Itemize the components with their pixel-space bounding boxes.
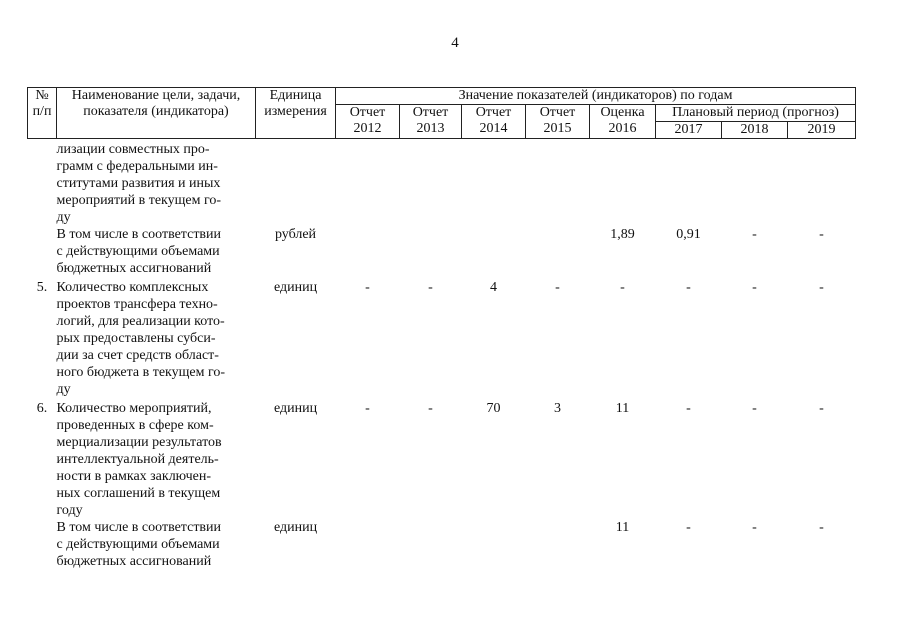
header-unit: Единица измерения xyxy=(256,88,336,139)
header-year-2012: Отчет 2012 xyxy=(336,105,400,139)
cell-2013 xyxy=(400,519,462,570)
table-row xyxy=(28,277,856,398)
cell-2014 xyxy=(462,226,526,277)
cell-2014 xyxy=(462,519,526,570)
cell-2017: - xyxy=(686,401,691,416)
cell-2016: 11 xyxy=(615,520,630,535)
row-unit: единиц xyxy=(273,280,318,295)
row-unit xyxy=(256,139,336,227)
cell-2018: - xyxy=(752,227,757,242)
cell-2019: - xyxy=(819,520,824,535)
cell-2015 xyxy=(526,519,590,570)
table-header xyxy=(28,88,856,139)
row-name: Количество комплексных проектов трансфера техно- логий, для реализации кото- рых предоставлены субси- дии за счет средств област- ного бюджета в текущем го- ду xyxy=(56,280,226,397)
table-row xyxy=(28,139,856,227)
cell-2013 xyxy=(400,226,462,277)
table-row xyxy=(28,226,856,277)
row-num: 6. xyxy=(36,401,48,416)
cell-2014 xyxy=(462,139,526,227)
header-year-2014: Отчет 2014 xyxy=(462,105,526,139)
cell-2015 xyxy=(526,226,590,277)
header-num: № п/п xyxy=(28,88,57,139)
page-number: 4 xyxy=(451,35,459,51)
cell-2018 xyxy=(722,139,788,227)
header-planned: Плановый период (прогноз) xyxy=(656,105,856,122)
header-year-2019: 2019 xyxy=(788,122,856,139)
cell-2015: - xyxy=(555,280,560,295)
header-name: Наименование цели, задачи, показателя (индикатора) xyxy=(57,88,256,139)
cell-2017: - xyxy=(686,280,691,295)
header-year-2018: 2018 xyxy=(722,122,788,139)
row-num: 5. xyxy=(36,280,48,295)
cell-2012 xyxy=(336,226,400,277)
cell-2013: - xyxy=(428,401,433,416)
cell-2018: - xyxy=(752,520,757,535)
cell-2015: 3 xyxy=(554,401,561,416)
row-name: Количество мероприятий, проведенных в сфере ком- мерциализации результатов интеллектуальной деятель- ности в рамках заключен- ных соглашений в текущем году xyxy=(56,401,222,518)
cell-2019 xyxy=(788,139,856,227)
table-row xyxy=(28,398,856,519)
row-name: В том числе в соответствии с действующими объемами бюджетных ассигнований xyxy=(56,520,222,569)
cell-2019: - xyxy=(819,401,824,416)
row-name: В том числе в соответствии с действующими объемами бюджетных ассигнований xyxy=(56,227,222,276)
cell-2017: - xyxy=(686,520,691,535)
cell-2019: - xyxy=(819,227,824,242)
cell-2016: 1,89 xyxy=(610,227,635,242)
cell-2014: 4 xyxy=(490,280,497,295)
row-name: лизации совместных про- грамм с федеральными ин- ститутами развития и иных мероприятий в текущем го- ду xyxy=(56,142,222,225)
row-num xyxy=(28,226,57,277)
cell-2018: - xyxy=(752,401,757,416)
row-num xyxy=(28,519,57,570)
cell-2012: - xyxy=(365,280,370,295)
header-group: Значение показателей (индикаторов) по годам xyxy=(336,88,856,105)
header-year-2013: Отчет 2013 xyxy=(400,105,462,139)
header-year-2015: Отчет 2015 xyxy=(526,105,590,139)
cell-2014: 70 xyxy=(486,401,501,416)
row-unit: единиц xyxy=(273,520,318,535)
row-unit: единиц xyxy=(273,401,318,416)
cell-2012 xyxy=(336,139,400,227)
cell-2012: - xyxy=(365,401,370,416)
row-num xyxy=(28,139,57,227)
cell-2017: 0,91 xyxy=(676,227,701,242)
cell-2016: 11 xyxy=(615,401,630,416)
cell-2018: - xyxy=(752,280,757,295)
indicators-table xyxy=(27,87,856,570)
cell-2013 xyxy=(400,139,462,227)
row-unit: рублей xyxy=(274,227,317,242)
cell-2019: - xyxy=(819,280,824,295)
cell-2017 xyxy=(656,139,722,227)
header-year-2016: Оценка 2016 xyxy=(590,105,656,139)
table-row xyxy=(28,519,856,570)
cell-2012 xyxy=(336,519,400,570)
cell-2016: - xyxy=(620,280,625,295)
cell-2013: - xyxy=(428,280,433,295)
cell-2015 xyxy=(526,139,590,227)
header-year-2017: 2017 xyxy=(656,122,722,139)
cell-2016 xyxy=(590,139,656,227)
